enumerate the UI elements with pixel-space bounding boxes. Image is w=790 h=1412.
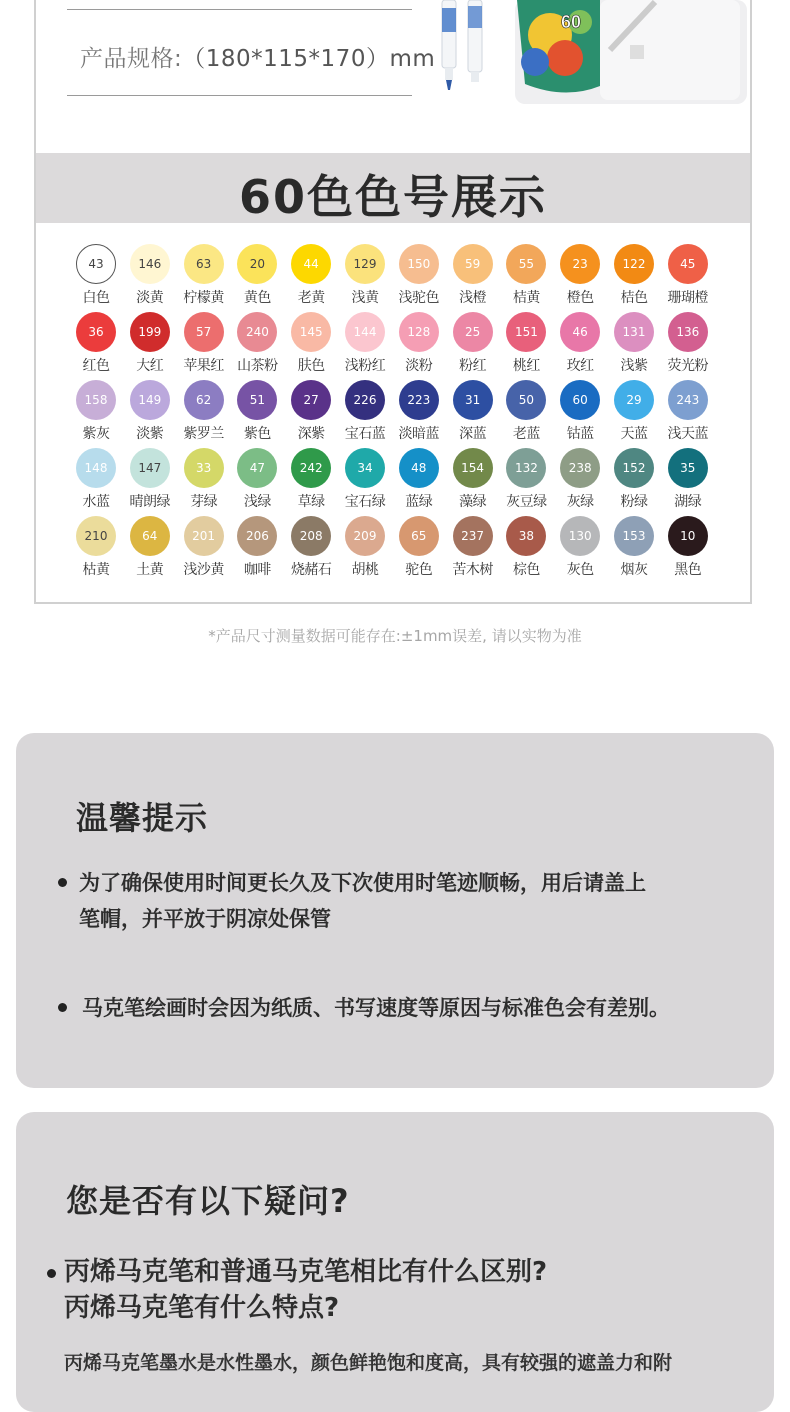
tip-item: 笔帽，并平放于阴凉处保管 <box>79 907 331 931</box>
color-swatch <box>553 380 607 443</box>
swatch-name: 浅绿 <box>243 494 271 510</box>
swatch-code: 63 <box>184 244 224 284</box>
swatch-name: 粉绿 <box>620 494 648 510</box>
tips-title: 温馨提示 <box>76 799 209 837</box>
section-header <box>36 153 750 223</box>
color-swatch <box>284 380 338 443</box>
color-swatch <box>661 244 715 307</box>
tips-panel <box>16 733 774 1088</box>
swatch-code: 29 <box>614 380 654 420</box>
product-spec <box>80 40 435 73</box>
swatch-code: 64 <box>130 516 170 556</box>
swatch-name: 驼色 <box>405 562 433 578</box>
swatch-row <box>70 312 722 380</box>
swatch-name: 桃红 <box>512 358 540 374</box>
color-swatch <box>499 448 553 511</box>
swatch-code: 243 <box>668 380 708 420</box>
swatch-code: 128 <box>399 312 439 352</box>
swatch-code: 147 <box>130 448 170 488</box>
swatch-row <box>70 244 722 312</box>
swatch-name: 烧赭石 <box>290 562 332 578</box>
color-swatch <box>661 516 715 579</box>
swatch-code: 131 <box>614 312 654 352</box>
swatch-code: 20 <box>237 244 277 284</box>
swatch-code: 57 <box>184 312 224 352</box>
color-swatch <box>284 244 338 307</box>
bullet-icon <box>58 878 67 887</box>
swatch-name: 浅黄 <box>351 290 379 306</box>
swatch-code: 237 <box>453 516 493 556</box>
color-swatch <box>607 516 661 579</box>
swatch-name: 大红 <box>136 358 164 374</box>
color-swatch <box>446 312 500 375</box>
color-swatch <box>553 244 607 307</box>
swatch-code: 51 <box>237 380 277 420</box>
swatch-row <box>70 380 722 448</box>
swatch-name: 烟灰 <box>620 562 648 578</box>
color-swatch <box>177 516 231 579</box>
swatch-name: 淡黄 <box>136 290 164 306</box>
faq-answer: 丙烯马克笔墨水是水性墨水，颜色鲜艳饱和度高，具有较强的遮盖力和附 <box>64 1352 673 1374</box>
swatch-name: 枯黄 <box>82 562 110 578</box>
color-swatch <box>123 380 177 443</box>
swatch-code: 122 <box>614 244 654 284</box>
swatch-code: 152 <box>614 448 654 488</box>
swatch-code: 25 <box>453 312 493 352</box>
swatch-code: 36 <box>76 312 116 352</box>
color-swatch <box>230 448 284 511</box>
swatch-name: 蓝绿 <box>405 494 433 510</box>
section-title: 60色色号展示 <box>238 170 547 224</box>
color-swatch <box>607 312 661 375</box>
color-swatch <box>499 516 553 579</box>
color-swatch <box>123 516 177 579</box>
color-swatch <box>446 244 500 307</box>
color-swatch <box>177 312 231 375</box>
swatch-name: 紫罗兰 <box>183 426 224 442</box>
swatch-name: 苹果红 <box>183 358 224 374</box>
swatch-code: 144 <box>345 312 385 352</box>
color-swatch <box>607 244 661 307</box>
swatch-code: 208 <box>291 516 331 556</box>
color-swatch <box>69 380 123 443</box>
color-swatch <box>499 312 553 375</box>
color-swatch <box>177 244 231 307</box>
color-swatch <box>338 312 392 375</box>
swatch-name: 珊瑚橙 <box>667 290 709 306</box>
swatch-name: 胡桃 <box>351 562 379 578</box>
swatch-code: 154 <box>453 448 493 488</box>
product-box-image <box>505 0 755 110</box>
swatch-code: 136 <box>668 312 708 352</box>
color-swatch <box>661 312 715 375</box>
swatch-code: 240 <box>237 312 277 352</box>
color-swatch <box>607 380 661 443</box>
color-swatch-grid <box>70 244 722 584</box>
swatch-name: 红色 <box>82 358 110 374</box>
swatch-code: 149 <box>130 380 170 420</box>
color-swatch <box>392 448 446 511</box>
swatch-code: 59 <box>453 244 493 284</box>
swatch-code: 62 <box>184 380 224 420</box>
color-swatch <box>446 380 500 443</box>
swatch-row <box>70 448 722 516</box>
tip-item: 马克笔绘画时会因为纸质、书写速度等原因与标准色会有差别。 <box>82 996 670 1020</box>
swatch-code: 35 <box>668 448 708 488</box>
color-swatch <box>284 448 338 511</box>
swatch-name: 浅粉红 <box>344 358 386 374</box>
box-number: 60 <box>561 12 582 32</box>
footnote: *产品尺寸测量数据可能存在:±1mm误差, 请以实物为准 <box>208 627 582 645</box>
swatch-name: 宝石蓝 <box>344 426 386 442</box>
color-swatch <box>553 448 607 511</box>
swatch-name: 浅天蓝 <box>667 426 709 442</box>
swatch-code: 65 <box>399 516 439 556</box>
swatch-name: 老黄 <box>297 290 325 306</box>
swatch-name: 湖绿 <box>674 494 702 510</box>
marker-pens-image <box>430 0 500 95</box>
color-swatch <box>499 244 553 307</box>
swatch-name: 山茶粉 <box>237 358 278 374</box>
swatch-name: 白色 <box>82 290 110 306</box>
swatch-code: 45 <box>668 244 708 284</box>
swatch-name: 肤色 <box>297 358 325 374</box>
swatch-code: 48 <box>399 448 439 488</box>
swatch-code: 201 <box>184 516 224 556</box>
color-swatch <box>553 312 607 375</box>
swatch-name: 黄色 <box>243 290 271 306</box>
swatch-name: 水蓝 <box>82 494 110 510</box>
swatch-name: 灰色 <box>566 562 594 578</box>
swatch-code: 151 <box>506 312 546 352</box>
swatch-name: 钴蓝 <box>566 426 594 442</box>
swatch-name: 草绿 <box>297 494 325 510</box>
divider <box>67 9 412 10</box>
swatch-name: 荧光粉 <box>667 358 709 374</box>
swatch-name: 橙色 <box>566 290 594 306</box>
swatch-code: 238 <box>560 448 600 488</box>
swatch-code: 38 <box>506 516 546 556</box>
color-swatch <box>338 448 392 511</box>
swatch-code: 60 <box>560 380 600 420</box>
color-swatch <box>230 312 284 375</box>
faq-panel <box>16 1112 774 1412</box>
color-swatch <box>69 516 123 579</box>
color-swatch <box>284 312 338 375</box>
swatch-name: 浅驼色 <box>398 290 440 306</box>
color-swatch <box>392 312 446 375</box>
swatch-name: 紫色 <box>243 426 271 442</box>
swatch-name: 柠檬黄 <box>183 290 224 306</box>
swatch-name: 浅橙 <box>459 290 487 306</box>
color-swatch <box>499 380 553 443</box>
swatch-code: 153 <box>614 516 654 556</box>
swatch-name: 灰豆绿 <box>506 494 547 510</box>
swatch-name: 粉红 <box>459 358 487 374</box>
swatch-name: 宝石绿 <box>344 494 386 510</box>
swatch-name: 淡粉 <box>405 358 433 374</box>
swatch-name: 浅紫 <box>620 358 648 374</box>
swatch-code: 132 <box>506 448 546 488</box>
swatch-code: 148 <box>76 448 116 488</box>
color-swatch <box>446 516 500 579</box>
color-swatch <box>553 516 607 579</box>
faq-title: 您是否有以下疑问? <box>66 1182 350 1220</box>
swatch-code: 33 <box>184 448 224 488</box>
swatch-name: 浅沙黄 <box>183 562 224 578</box>
swatch-name: 淡紫 <box>136 426 164 442</box>
color-swatch <box>230 380 284 443</box>
swatch-name: 淡暗蓝 <box>398 426 440 442</box>
swatch-code: 145 <box>291 312 331 352</box>
color-swatch <box>230 516 284 579</box>
swatch-code: 150 <box>399 244 439 284</box>
swatch-code: 226 <box>345 380 385 420</box>
swatch-name: 桔黄 <box>512 290 540 306</box>
color-swatch <box>392 380 446 443</box>
color-swatch <box>661 380 715 443</box>
swatch-code: 199 <box>130 312 170 352</box>
swatch-code: 34 <box>345 448 385 488</box>
swatch-name: 灰绿 <box>566 494 594 510</box>
swatch-code: 209 <box>345 516 385 556</box>
swatch-name: 老蓝 <box>512 426 540 442</box>
swatch-code: 44 <box>291 244 331 284</box>
color-swatch <box>392 244 446 307</box>
swatch-name: 苦木树 <box>452 562 493 578</box>
swatch-code: 46 <box>560 312 600 352</box>
swatch-name: 芽绿 <box>190 494 218 510</box>
swatch-name: 桔色 <box>620 290 648 306</box>
swatch-code: 27 <box>291 380 331 420</box>
faq-question: 丙烯马克笔和普通马克笔相比有什么区别? <box>64 1257 548 1287</box>
swatch-name: 晴朗绿 <box>129 494 171 510</box>
color-swatch <box>123 244 177 307</box>
swatch-name: 土黄 <box>136 562 164 578</box>
spec-label: 产品规格: <box>80 46 183 72</box>
color-swatch <box>69 448 123 511</box>
swatch-code: 223 <box>399 380 439 420</box>
color-swatch <box>177 380 231 443</box>
swatch-name: 深蓝 <box>459 426 487 442</box>
swatch-code: 146 <box>130 244 170 284</box>
swatch-name: 藻绿 <box>459 494 487 510</box>
swatch-code: 129 <box>345 244 385 284</box>
bullet-icon <box>47 1269 56 1278</box>
swatch-code: 206 <box>237 516 277 556</box>
swatch-name: 天蓝 <box>620 426 648 442</box>
color-swatch <box>230 244 284 307</box>
swatch-name: 咖啡 <box>243 562 271 578</box>
color-swatch <box>284 516 338 579</box>
swatch-code: 50 <box>506 380 546 420</box>
color-swatch <box>123 312 177 375</box>
swatch-name: 黑色 <box>674 562 702 578</box>
swatch-name: 棕色 <box>512 562 540 578</box>
swatch-name: 深紫 <box>297 426 325 442</box>
swatch-name: 玫红 <box>566 358 594 374</box>
color-swatch <box>123 448 177 511</box>
swatch-code: 158 <box>76 380 116 420</box>
swatch-row <box>70 516 722 584</box>
bullet-icon <box>58 1003 67 1012</box>
divider <box>67 95 412 96</box>
color-swatch <box>338 516 392 579</box>
color-swatch <box>392 516 446 579</box>
color-swatch <box>446 448 500 511</box>
color-swatch <box>338 380 392 443</box>
swatch-code: 31 <box>453 380 493 420</box>
swatch-code: 242 <box>291 448 331 488</box>
swatch-code: 210 <box>76 516 116 556</box>
faq-question: 丙烯马克笔有什么特点? <box>64 1293 340 1323</box>
color-swatch <box>69 312 123 375</box>
swatch-code: 47 <box>237 448 277 488</box>
swatch-code: 130 <box>560 516 600 556</box>
tip-item: 为了确保使用时间更长久及下次使用时笔迹顺畅，用后请盖上 <box>79 871 646 895</box>
swatch-code: 43 <box>76 244 116 284</box>
swatch-code: 55 <box>506 244 546 284</box>
color-swatch <box>338 244 392 307</box>
color-swatch <box>69 244 123 307</box>
spec-value: （180*115*170）mm <box>182 46 436 72</box>
swatch-name: 紫灰 <box>82 426 110 442</box>
swatch-code: 10 <box>668 516 708 556</box>
color-swatch <box>607 448 661 511</box>
swatch-code: 23 <box>560 244 600 284</box>
color-swatch <box>661 448 715 511</box>
color-swatch <box>177 448 231 511</box>
